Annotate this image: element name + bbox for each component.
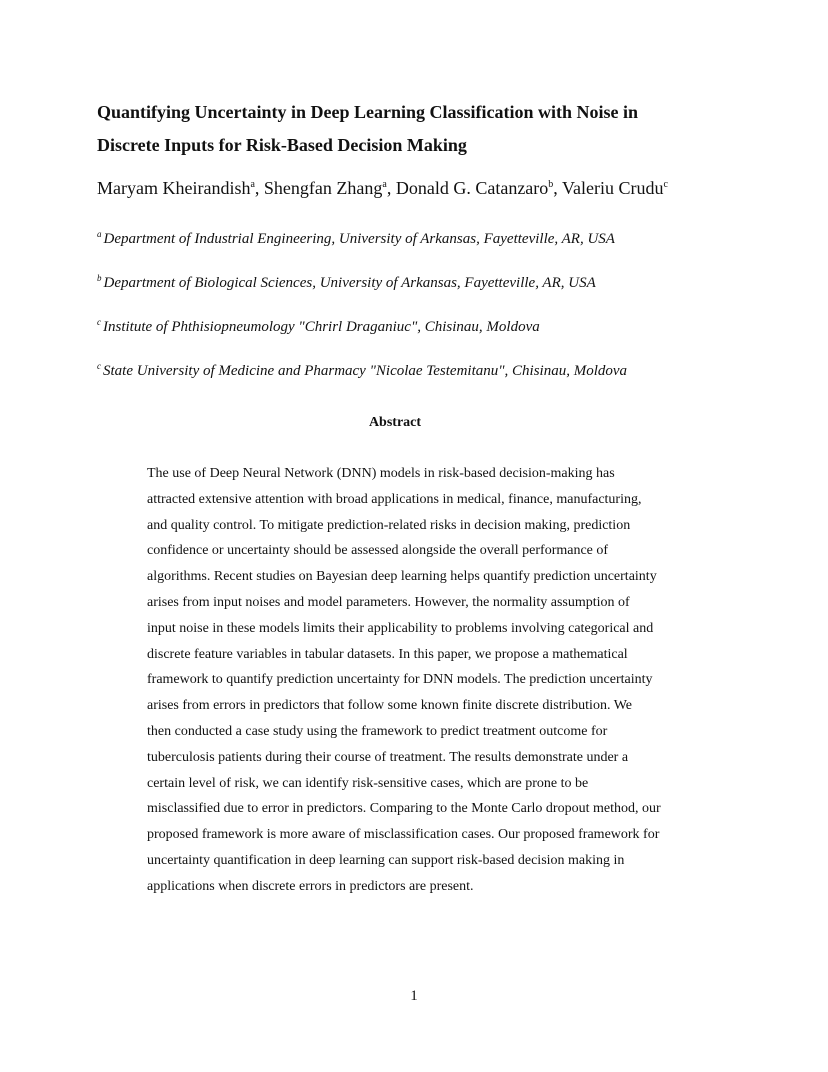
author-name: Maryam Kheirandish	[97, 178, 251, 198]
abstract-line: attracted extensive attention with broad applications in medical, finance, manufacturing,	[147, 491, 642, 507]
author-name: Shengfan Zhang	[263, 178, 383, 198]
affiliation	[97, 361, 627, 381]
page-number: 1	[410, 988, 418, 1004]
author-name: Donald G. Catanzaro	[395, 178, 549, 198]
abstract-heading: Abstract	[368, 415, 422, 430]
abstract-line: arises from errors in predictors that follow some known finite discrete distribution. We	[147, 698, 633, 714]
abstract-line: certain level of risk, we can identify risk-sensitive cases, which are prone to be	[147, 775, 589, 791]
author-name: Valeriu Crudu	[561, 178, 664, 198]
author-affiliation-mark: b	[548, 179, 554, 190]
abstract-line: then conducted a case study using the framework to predict treatment outcome for	[147, 723, 608, 739]
abstract-line: misclassified due to error in predictors. Comparing to the Monte Carlo dropout method, our	[147, 801, 661, 817]
abstract-line: proposed framework is more aware of misclassification cases. Our proposed framework for	[147, 827, 660, 843]
affiliation-mark: c	[97, 361, 101, 371]
abstract-line: arises from input noises and model parameters. However, the normality assumption of	[147, 594, 630, 610]
abstract-line: confidence or uncertainty should be assessed alongside the overall performance of	[147, 543, 609, 559]
abstract-line: and quality control. To mitigate prediction-related risks in decision making, prediction	[147, 517, 631, 533]
title-line: Discrete Inputs for Risk-Based Decision Making	[97, 135, 467, 155]
affiliation-mark: a	[97, 229, 102, 239]
abstract-line: The use of Deep Neural Network (DNN) models in risk-based decision-making has	[147, 466, 615, 481]
affiliation-text: Department of Industrial Engineering, University of Arkansas, Fayetteville, AR, USA	[103, 231, 615, 247]
affiliation	[97, 317, 540, 337]
author-affiliation-mark: a	[250, 179, 255, 190]
abstract-line: uncertainty quantification in deep learning can support risk-based decision making in	[147, 852, 625, 868]
author-affiliation-mark: c	[663, 179, 668, 190]
abstract-line: algorithms. Recent studies on Bayesian deep learning helps quantify prediction uncertainty	[147, 569, 657, 585]
author-affiliation-mark: a	[382, 179, 387, 190]
author-list	[97, 176, 668, 200]
affiliation	[97, 229, 615, 249]
abstract-line: tuberculosis patients during their course of treatment. The results demonstrate under a	[147, 749, 629, 765]
title-line: Quantifying Uncertainty in Deep Learning Classification with Noise in	[97, 102, 639, 122]
abstract-line: input noise in these models limits their applicability to problems involving categorical and	[147, 620, 654, 636]
affiliation	[97, 273, 596, 293]
author-separator: ,	[553, 178, 562, 198]
affiliation-text: Institute of Phthisiopneumology "Chrirl Draganiuc", Chisinau, Moldova	[103, 319, 540, 335]
affiliation-mark: b	[97, 273, 102, 283]
affiliation-mark: c	[97, 317, 101, 327]
author-separator: ,	[254, 178, 264, 198]
abstract-line: applications when discrete errors in predictors are present.	[147, 878, 474, 894]
paper-title	[97, 96, 757, 162]
affiliation-text: State University of Medicine and Pharmacy "Nicolae Testemitanu", Chisinau, Moldova	[103, 363, 628, 379]
abstract-body	[147, 461, 707, 900]
author-separator: ,	[386, 178, 396, 198]
abstract-line: framework to quantify prediction uncertainty for DNN models. The prediction uncertainty	[147, 672, 653, 688]
abstract-line: discrete feature variables in tabular datasets. In this paper, we propose a mathematical	[147, 646, 628, 662]
affiliation-text: Department of Biological Sciences, University of Arkansas, Fayetteville, AR, USA	[103, 275, 596, 291]
